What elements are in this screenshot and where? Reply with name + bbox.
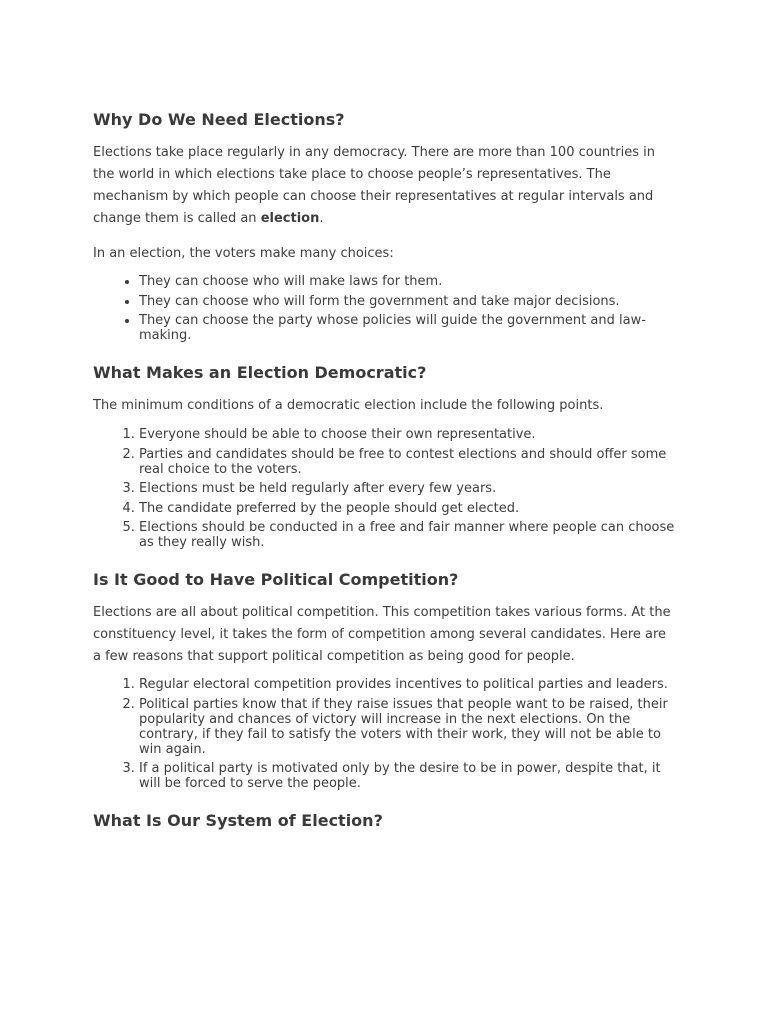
bullet-list-choices [93, 274, 678, 343]
paragraph-text: Elections take place regularly in any democracy. There are more than 100 countries in the world in which elections take place to choose people’s representatives. The mechanism by which people can choose their representatives at regular intervals and change them is called an [93, 145, 655, 226]
list-item: 2. Parties and candidates should be free to contest elections and should offer some real choice to the voters. [139, 447, 678, 477]
paragraph-text-end: . [319, 211, 324, 226]
numbered-list-conditions [93, 427, 678, 550]
list-item: 3. If a political party is motivated only by the desire to be in power, despite that, it will be forced to serve the people. [139, 761, 678, 791]
list-item: 3. Elections must be held regularly after every few years. [139, 481, 678, 496]
section-heading-democratic-election: What Makes an Election Democratic? [93, 363, 427, 382]
paragraph-voter-choices: In an election, the voters make many choices: [93, 246, 394, 261]
list-item: 1. Everyone should be able to choose their own representative. [139, 427, 678, 442]
list-item: 4. The candidate preferred by the people should get elected. [139, 501, 678, 516]
list-item: • They can choose who will make laws for them. [139, 274, 678, 289]
paragraph-competition: Elections are all about political competition. This competition takes various forms. At the constituency level, it takes the form of competition among several candidates. Here are a few reasons that support political competition as being good for people. [93, 605, 671, 664]
paragraph-minimum-conditions: The minimum conditions of a democratic election include the following points. [93, 398, 604, 413]
section-heading-why-elections: Why Do We Need Elections? [93, 110, 345, 129]
section-heading-political-competition: Is It Good to Have Political Competition? [93, 570, 459, 589]
list-item: 1. Regular electoral competition provides incentives to political parties and leaders. [139, 677, 678, 692]
numbered-list-reasons [93, 677, 678, 791]
list-item: 2. Political parties know that if they raise issues that people want to be raised, their popularity and chances of victory will increase in the next elections. On the contrary, if they fail to satisfy the voters with their work, they will not be able to win again. [139, 697, 678, 757]
list-item: 5. Elections should be conducted in a free and fair manner where people can choose as they really wish. [139, 520, 678, 550]
section-heading-system-of-election: What Is Our System of Election? [93, 811, 383, 830]
bold-term-election: election [260, 211, 320, 226]
paragraph-elections-intro [93, 142, 678, 230]
list-item: • They can choose the party whose policies will guide the government and law-making. [139, 313, 678, 343]
list-item: • They can choose who will form the government and take major decisions. [139, 294, 678, 309]
document-page [93, 108, 678, 833]
